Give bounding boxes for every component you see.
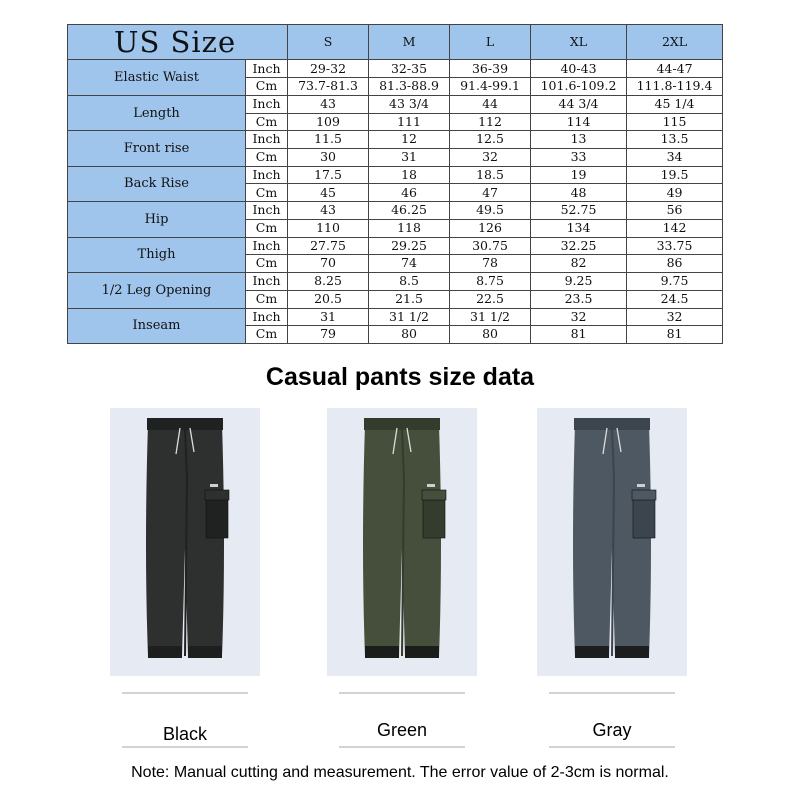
value-cell: 31 bbox=[288, 308, 369, 326]
value-cell: 91.4-99.1 bbox=[450, 78, 531, 96]
value-cell: 45 1/4 bbox=[627, 95, 723, 113]
color-label-black: Black bbox=[162, 724, 207, 744]
value-cell: 81 bbox=[627, 326, 723, 344]
pants-image-green bbox=[327, 408, 477, 676]
table-row bbox=[68, 95, 723, 113]
caption-divider bbox=[122, 746, 248, 748]
measurement-label: 1/2 Leg Opening bbox=[68, 273, 246, 308]
value-cell: 80 bbox=[369, 326, 450, 344]
value-cell: 112 bbox=[450, 113, 531, 131]
value-cell: 56 bbox=[627, 202, 723, 220]
value-cell: 19.5 bbox=[627, 166, 723, 184]
unit-cell: Inch bbox=[246, 166, 288, 184]
value-cell: 9.75 bbox=[627, 273, 723, 291]
value-cell: 17.5 bbox=[288, 166, 369, 184]
unit-cell: Cm bbox=[246, 113, 288, 131]
value-cell: 48 bbox=[531, 184, 627, 202]
value-cell: 32 bbox=[450, 149, 531, 167]
value-cell: 44 bbox=[450, 95, 531, 113]
unit-cell: Inch bbox=[246, 60, 288, 78]
value-cell: 22.5 bbox=[450, 290, 531, 308]
table-row bbox=[68, 273, 723, 291]
value-cell: 21.5 bbox=[369, 290, 450, 308]
value-cell: 12 bbox=[369, 131, 450, 149]
value-cell: 115 bbox=[627, 113, 723, 131]
value-cell: 114 bbox=[531, 113, 627, 131]
value-cell: 81 bbox=[531, 326, 627, 344]
caption-divider bbox=[549, 746, 675, 748]
value-cell: 8.75 bbox=[450, 273, 531, 291]
color-label-green: Green bbox=[376, 720, 428, 740]
value-cell: 45 bbox=[288, 184, 369, 202]
measurement-label: Elastic Waist bbox=[68, 60, 246, 95]
unit-cell: Inch bbox=[246, 273, 288, 291]
caption-divider bbox=[339, 692, 465, 694]
value-cell: 18.5 bbox=[450, 166, 531, 184]
value-cell: 19 bbox=[531, 166, 627, 184]
value-cell: 34 bbox=[627, 149, 723, 167]
value-cell: 33 bbox=[531, 149, 627, 167]
size-header-cell: L bbox=[450, 25, 531, 60]
value-cell: 73.7-81.3 bbox=[288, 78, 369, 96]
unit-cell: Cm bbox=[246, 255, 288, 273]
value-cell: 13.5 bbox=[627, 131, 723, 149]
table-row bbox=[68, 202, 723, 220]
value-cell: 8.5 bbox=[369, 273, 450, 291]
value-cell: 111.8-119.4 bbox=[627, 78, 723, 96]
value-cell: 49 bbox=[627, 184, 723, 202]
unit-cell: Inch bbox=[246, 95, 288, 113]
table-title: US Size bbox=[68, 25, 288, 60]
value-cell: 32-35 bbox=[369, 60, 450, 78]
value-cell: 109 bbox=[288, 113, 369, 131]
section-heading: Casual pants size data bbox=[265, 363, 535, 391]
value-cell: 12.5 bbox=[450, 131, 531, 149]
caption-divider bbox=[549, 692, 675, 694]
value-cell: 9.25 bbox=[531, 273, 627, 291]
value-cell: 29-32 bbox=[288, 60, 369, 78]
value-cell: 47 bbox=[450, 184, 531, 202]
value-cell: 44 3/4 bbox=[531, 95, 627, 113]
pants-image-black bbox=[110, 408, 260, 676]
value-cell: 80 bbox=[450, 326, 531, 344]
value-cell: 23.5 bbox=[531, 290, 627, 308]
table-row bbox=[68, 60, 723, 78]
value-cell: 49.5 bbox=[450, 202, 531, 220]
value-cell: 29.25 bbox=[369, 237, 450, 255]
value-cell: 31 1/2 bbox=[450, 308, 531, 326]
value-cell: 74 bbox=[369, 255, 450, 273]
value-cell: 110 bbox=[288, 219, 369, 237]
value-cell: 11.5 bbox=[288, 131, 369, 149]
value-cell: 30.75 bbox=[450, 237, 531, 255]
value-cell: 79 bbox=[288, 326, 369, 344]
value-cell: 24.5 bbox=[627, 290, 723, 308]
value-cell: 118 bbox=[369, 219, 450, 237]
measurement-label: Length bbox=[68, 95, 246, 130]
value-cell: 101.6-109.2 bbox=[531, 78, 627, 96]
table-row bbox=[68, 131, 723, 149]
value-cell: 46.25 bbox=[369, 202, 450, 220]
unit-cell: Cm bbox=[246, 184, 288, 202]
size-header-cell: S bbox=[288, 25, 369, 60]
value-cell: 46 bbox=[369, 184, 450, 202]
measurement-label: Thigh bbox=[68, 237, 246, 272]
table-header-row bbox=[68, 25, 723, 60]
table-row bbox=[68, 308, 723, 326]
value-cell: 86 bbox=[627, 255, 723, 273]
size-chart-table bbox=[67, 24, 723, 344]
unit-cell: Cm bbox=[246, 290, 288, 308]
measurement-label: Front rise bbox=[68, 131, 246, 166]
value-cell: 134 bbox=[531, 219, 627, 237]
value-cell: 40-43 bbox=[531, 60, 627, 78]
caption-divider bbox=[122, 692, 248, 694]
measurement-label: Back Rise bbox=[68, 166, 246, 201]
size-header-cell: 2XL bbox=[627, 25, 723, 60]
value-cell: 43 3/4 bbox=[369, 95, 450, 113]
unit-cell: Inch bbox=[246, 237, 288, 255]
value-cell: 82 bbox=[531, 255, 627, 273]
table-row bbox=[68, 166, 723, 184]
unit-cell: Cm bbox=[246, 78, 288, 96]
value-cell: 30 bbox=[288, 149, 369, 167]
value-cell: 20.5 bbox=[288, 290, 369, 308]
unit-cell: Cm bbox=[246, 149, 288, 167]
table-row bbox=[68, 237, 723, 255]
value-cell: 8.25 bbox=[288, 273, 369, 291]
value-cell: 43 bbox=[288, 202, 369, 220]
value-cell: 111 bbox=[369, 113, 450, 131]
value-cell: 27.75 bbox=[288, 237, 369, 255]
value-cell: 52.75 bbox=[531, 202, 627, 220]
value-cell: 32 bbox=[627, 308, 723, 326]
unit-cell: Inch bbox=[246, 308, 288, 326]
value-cell: 78 bbox=[450, 255, 531, 273]
color-label-gray: Gray bbox=[592, 720, 632, 740]
pants-image-gray bbox=[537, 408, 687, 676]
value-cell: 18 bbox=[369, 166, 450, 184]
unit-cell: Inch bbox=[246, 131, 288, 149]
measurement-label: Inseam bbox=[68, 308, 246, 344]
caption-divider bbox=[339, 746, 465, 748]
unit-cell: Cm bbox=[246, 326, 288, 344]
value-cell: 32.25 bbox=[531, 237, 627, 255]
unit-cell: Cm bbox=[246, 219, 288, 237]
value-cell: 33.75 bbox=[627, 237, 723, 255]
measurement-label: Hip bbox=[68, 202, 246, 237]
value-cell: 43 bbox=[288, 95, 369, 113]
value-cell: 13 bbox=[531, 131, 627, 149]
size-header-cell: M bbox=[369, 25, 450, 60]
value-cell: 44-47 bbox=[627, 60, 723, 78]
value-cell: 142 bbox=[627, 219, 723, 237]
unit-cell: Inch bbox=[246, 202, 288, 220]
value-cell: 31 bbox=[369, 149, 450, 167]
value-cell: 126 bbox=[450, 219, 531, 237]
measurement-note: Note: Manual cutting and measurement. The error value of 2-3cm is normal. bbox=[131, 764, 669, 781]
size-header-cell: XL bbox=[531, 25, 627, 60]
value-cell: 32 bbox=[531, 308, 627, 326]
value-cell: 81.3-88.9 bbox=[369, 78, 450, 96]
value-cell: 36-39 bbox=[450, 60, 531, 78]
value-cell: 70 bbox=[288, 255, 369, 273]
value-cell: 31 1/2 bbox=[369, 308, 450, 326]
